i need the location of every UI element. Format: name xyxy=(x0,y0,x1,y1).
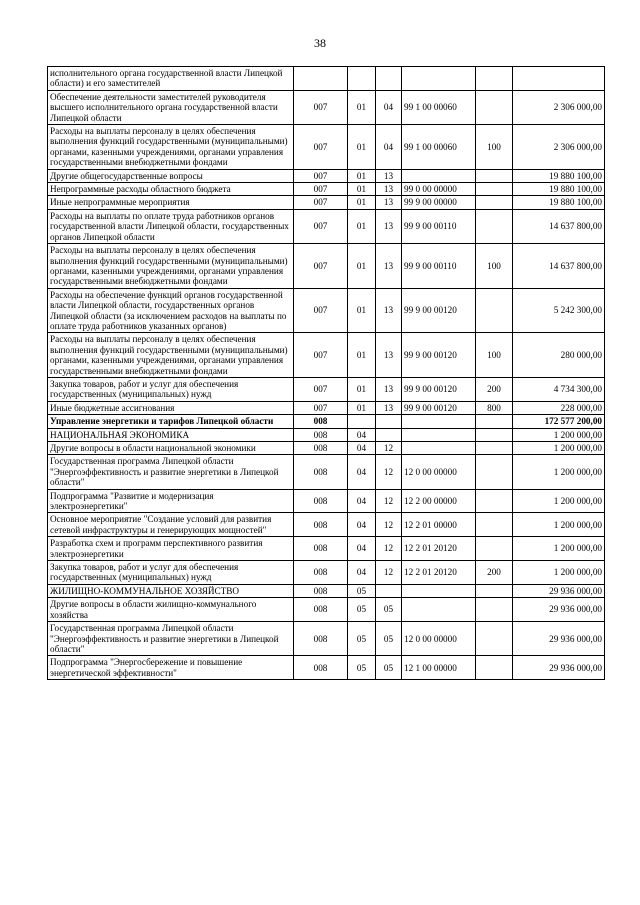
target-article-cell: 99 9 00 00120 xyxy=(402,401,476,414)
target-article-cell: 99 1 00 00060 xyxy=(402,90,476,124)
amount-cell: 1 200 000,00 xyxy=(513,428,605,441)
table-row xyxy=(48,656,605,680)
subsection-code-cell: 12 xyxy=(376,455,402,489)
amount-cell: 1 200 000,00 xyxy=(513,561,605,585)
section-code-cell: 01 xyxy=(348,377,376,401)
amount-cell: 29 936 000,00 xyxy=(513,584,605,597)
section-code-cell xyxy=(348,415,376,428)
target-article-cell: 99 0 00 00000 xyxy=(402,183,476,196)
item-name-cell: исполнительного органа государственной власти Липецкой области) и его заместителей xyxy=(48,67,294,91)
amount-cell: 1 200 000,00 xyxy=(513,537,605,561)
budget-table xyxy=(47,66,605,680)
table-row xyxy=(48,67,605,91)
item-name-cell: Другие вопросы в области национальной экономики xyxy=(48,442,294,455)
expense-type-cell xyxy=(476,455,513,489)
section-code-cell: 01 xyxy=(348,401,376,414)
target-article-cell xyxy=(402,67,476,91)
item-name-cell: Управление энергетики и тарифов Липецкой области xyxy=(48,415,294,428)
target-article-cell: 12 2 01 20120 xyxy=(402,561,476,585)
target-article-cell xyxy=(402,415,476,428)
ministry-code-cell: 007 xyxy=(294,169,348,182)
item-name-cell: Расходы на выплаты персоналу в целях обеспечения выполнения функций государственными (муниципальными) органами, казенными учреждениями, органами управления государственными внебюджетными фондами xyxy=(48,125,294,170)
amount-cell: 172 577 200,00 xyxy=(513,415,605,428)
item-name-cell: Непрограммные расходы областного бюджета xyxy=(48,183,294,196)
expense-type-cell xyxy=(476,513,513,537)
section-code-cell: 01 xyxy=(348,196,376,209)
table-row xyxy=(48,377,605,401)
item-name-cell: Государственная программа Липецкой области "Энергоэффективность и развитие энергетики в Липецкой области" xyxy=(48,622,294,656)
ministry-code-cell: 008 xyxy=(294,455,348,489)
ministry-code-cell xyxy=(294,67,348,91)
table-row xyxy=(48,561,605,585)
section-code-cell: 04 xyxy=(348,537,376,561)
item-name-cell: Расходы на обеспечение функций органов государственной власти Липецкой области, государственных органов Липецкой области (за исключением расходов на выплаты по оплате труда работников указанных органов) xyxy=(48,288,294,333)
amount-cell xyxy=(513,67,605,91)
ministry-code-cell: 007 xyxy=(294,377,348,401)
amount-cell: 1 200 000,00 xyxy=(513,442,605,455)
expense-type-cell: 200 xyxy=(476,561,513,585)
section-code-cell: 05 xyxy=(348,622,376,656)
item-name-cell: Иные бюджетные ассигнования xyxy=(48,401,294,414)
amount-cell: 280 000,00 xyxy=(513,333,605,378)
expense-type-cell: 100 xyxy=(476,333,513,378)
section-code-cell: 01 xyxy=(348,209,376,243)
expense-type-cell xyxy=(476,415,513,428)
target-article-cell xyxy=(402,169,476,182)
table-row xyxy=(48,537,605,561)
expense-type-cell xyxy=(476,428,513,441)
target-article-cell: 99 9 00 00120 xyxy=(402,377,476,401)
table-row xyxy=(48,401,605,414)
subsection-code-cell: 13 xyxy=(376,377,402,401)
subsection-code-cell: 04 xyxy=(376,90,402,124)
amount-cell: 14 637 800,00 xyxy=(513,244,605,289)
subsection-code-cell: 12 xyxy=(376,489,402,513)
ministry-code-cell: 007 xyxy=(294,333,348,378)
expense-type-cell xyxy=(476,169,513,182)
subsection-code-cell: 13 xyxy=(376,169,402,182)
ministry-code-cell: 007 xyxy=(294,401,348,414)
amount-cell: 2 306 000,00 xyxy=(513,90,605,124)
target-article-cell xyxy=(402,442,476,455)
item-name-cell: Расходы на выплаты персоналу в целях обеспечения выполнения функций государственными (муниципальными) органами, казенными учреждениями, органами управления государственными внебюджетными фондами xyxy=(48,244,294,289)
target-article-cell: 99 9 00 00120 xyxy=(402,333,476,378)
item-name-cell: Обеспечение деятельности заместителей руководителя высшего исполнительного органа государственной власти Липецкой области xyxy=(48,90,294,124)
section-code-cell: 05 xyxy=(348,656,376,680)
amount-cell: 1 200 000,00 xyxy=(513,489,605,513)
expense-type-cell xyxy=(476,489,513,513)
item-name-cell: Подпрограмма "Развитие и модернизация электроэнергетики" xyxy=(48,489,294,513)
subsection-code-cell: 13 xyxy=(376,244,402,289)
ministry-code-cell: 007 xyxy=(294,183,348,196)
item-name-cell: Расходы на выплаты по оплате труда работников органов государственной власти Липецкой области, государственных органов Липецкой области xyxy=(48,209,294,243)
ministry-code-cell: 008 xyxy=(294,584,348,597)
target-article-cell: 12 2 01 00000 xyxy=(402,513,476,537)
table-row xyxy=(48,125,605,170)
table-row xyxy=(48,196,605,209)
amount-cell: 19 880 100,00 xyxy=(513,183,605,196)
subsection-code-cell: 13 xyxy=(376,333,402,378)
expense-type-cell xyxy=(476,209,513,243)
item-name-cell: Закупка товаров, работ и услуг для обеспечения государственных (муниципальных) нужд xyxy=(48,377,294,401)
section-code-cell: 01 xyxy=(348,288,376,333)
amount-cell: 5 242 300,00 xyxy=(513,288,605,333)
budget-table-body xyxy=(48,67,605,680)
subsection-code-cell: 05 xyxy=(376,622,402,656)
amount-cell: 14 637 800,00 xyxy=(513,209,605,243)
item-name-cell: Другие общегосударственные вопросы xyxy=(48,169,294,182)
item-name-cell: Иные непрограммные мероприятия xyxy=(48,196,294,209)
item-name-cell: Основное мероприятие "Создание условий для развития сетевой инфраструктуры и генерирующих мощностей" xyxy=(48,513,294,537)
amount-cell: 19 880 100,00 xyxy=(513,196,605,209)
amount-cell: 2 306 000,00 xyxy=(513,125,605,170)
section-code-cell: 04 xyxy=(348,455,376,489)
table-row xyxy=(48,513,605,537)
amount-cell: 29 936 000,00 xyxy=(513,622,605,656)
expense-type-cell xyxy=(476,90,513,124)
subsection-code-cell xyxy=(376,67,402,91)
item-name-cell: Расходы на выплаты персоналу в целях обеспечения выполнения функций государственными (муниципальными) органами, казенными учреждениями, органами управления государственными внебюджетными фондами xyxy=(48,333,294,378)
expense-type-cell xyxy=(476,622,513,656)
ministry-code-cell: 007 xyxy=(294,196,348,209)
ministry-code-cell: 008 xyxy=(294,622,348,656)
ministry-code-cell: 008 xyxy=(294,415,348,428)
ministry-code-cell: 008 xyxy=(294,513,348,537)
table-row xyxy=(48,489,605,513)
expense-type-cell xyxy=(476,584,513,597)
amount-cell: 1 200 000,00 xyxy=(513,513,605,537)
section-code-cell: 01 xyxy=(348,125,376,170)
amount-cell: 29 936 000,00 xyxy=(513,598,605,622)
expense-type-cell: 100 xyxy=(476,244,513,289)
item-name-cell: НАЦИОНАЛЬНАЯ ЭКОНОМИКА xyxy=(48,428,294,441)
subsection-code-cell: 04 xyxy=(376,125,402,170)
section-code-cell xyxy=(348,67,376,91)
table-row xyxy=(48,442,605,455)
target-article-cell: 99 9 00 00110 xyxy=(402,244,476,289)
expense-type-cell xyxy=(476,442,513,455)
ministry-code-cell: 008 xyxy=(294,561,348,585)
section-code-cell: 01 xyxy=(348,244,376,289)
subsection-code-cell: 12 xyxy=(376,513,402,537)
item-name-cell: Разработка схем и программ перспективного развития электроэнергетики xyxy=(48,537,294,561)
subsection-code-cell: 12 xyxy=(376,537,402,561)
ministry-code-cell: 008 xyxy=(294,489,348,513)
subsection-code-cell xyxy=(376,415,402,428)
item-name-cell: Государственная программа Липецкой области "Энергоэффективность и развитие энергетики в Липецкой области" xyxy=(48,455,294,489)
target-article-cell: 12 0 00 00000 xyxy=(402,622,476,656)
amount-cell: 29 936 000,00 xyxy=(513,656,605,680)
table-row xyxy=(48,598,605,622)
target-article-cell xyxy=(402,584,476,597)
ministry-code-cell: 007 xyxy=(294,90,348,124)
ministry-code-cell: 008 xyxy=(294,598,348,622)
subsection-code-cell: 13 xyxy=(376,209,402,243)
target-article-cell: 99 9 00 00110 xyxy=(402,209,476,243)
table-row xyxy=(48,622,605,656)
expense-type-cell xyxy=(476,183,513,196)
page-number: 38 xyxy=(314,36,326,50)
subsection-code-cell xyxy=(376,428,402,441)
ministry-code-cell: 007 xyxy=(294,125,348,170)
expense-type-cell xyxy=(476,288,513,333)
table-row xyxy=(48,333,605,378)
table-row xyxy=(48,244,605,289)
item-name-cell: Закупка товаров, работ и услуг для обеспечения государственных (муниципальных) нужд xyxy=(48,561,294,585)
ministry-code-cell: 008 xyxy=(294,428,348,441)
target-article-cell: 12 1 00 00000 xyxy=(402,656,476,680)
amount-cell: 4 734 300,00 xyxy=(513,377,605,401)
table-row xyxy=(48,90,605,124)
expense-type-cell: 100 xyxy=(476,125,513,170)
section-code-cell: 04 xyxy=(348,513,376,537)
expense-type-cell xyxy=(476,67,513,91)
section-code-cell: 05 xyxy=(348,598,376,622)
amount-cell: 228 000,00 xyxy=(513,401,605,414)
target-article-cell: 99 9 00 00120 xyxy=(402,288,476,333)
section-code-cell: 01 xyxy=(348,333,376,378)
section-code-cell: 04 xyxy=(348,561,376,585)
section-code-cell: 04 xyxy=(348,489,376,513)
expense-type-cell: 800 xyxy=(476,401,513,414)
ministry-code-cell: 008 xyxy=(294,537,348,561)
section-code-cell: 01 xyxy=(348,90,376,124)
expense-type-cell xyxy=(476,196,513,209)
item-name-cell: Другие вопросы в области жилищно-коммунального хозяйства xyxy=(48,598,294,622)
ministry-code-cell: 007 xyxy=(294,209,348,243)
section-code-cell: 01 xyxy=(348,169,376,182)
ministry-code-cell: 007 xyxy=(294,244,348,289)
subsection-code-cell: 13 xyxy=(376,288,402,333)
table-row xyxy=(48,455,605,489)
target-article-cell: 12 0 00 00000 xyxy=(402,455,476,489)
table-row xyxy=(48,183,605,196)
table-row xyxy=(48,428,605,441)
subsection-code-cell: 05 xyxy=(376,598,402,622)
table-row xyxy=(48,288,605,333)
expense-type-cell xyxy=(476,537,513,561)
table-row xyxy=(48,169,605,182)
section-code-cell: 04 xyxy=(348,442,376,455)
subsection-code-cell: 13 xyxy=(376,401,402,414)
item-name-cell: Подпрограмма "Энергосбережение и повышение энергетической эффективности" xyxy=(48,656,294,680)
target-article-cell xyxy=(402,428,476,441)
expense-type-cell xyxy=(476,656,513,680)
item-name-cell: ЖИЛИЩНО-КОММУНАЛЬНОЕ ХОЗЯЙСТВО xyxy=(48,584,294,597)
subsection-code-cell: 13 xyxy=(376,196,402,209)
target-article-cell: 12 2 01 20120 xyxy=(402,537,476,561)
target-article-cell: 99 1 00 00060 xyxy=(402,125,476,170)
ministry-code-cell: 007 xyxy=(294,288,348,333)
subsection-code-cell: 12 xyxy=(376,442,402,455)
subsection-code-cell: 05 xyxy=(376,656,402,680)
target-article-cell xyxy=(402,598,476,622)
amount-cell: 1 200 000,00 xyxy=(513,455,605,489)
table-row xyxy=(48,209,605,243)
section-code-cell: 04 xyxy=(348,428,376,441)
subsection-code-cell: 13 xyxy=(376,183,402,196)
amount-cell: 19 880 100,00 xyxy=(513,169,605,182)
expense-type-cell: 200 xyxy=(476,377,513,401)
section-code-cell: 01 xyxy=(348,183,376,196)
expense-type-cell xyxy=(476,598,513,622)
table-row xyxy=(48,584,605,597)
ministry-code-cell: 008 xyxy=(294,442,348,455)
target-article-cell: 12 2 00 00000 xyxy=(402,489,476,513)
target-article-cell: 99 9 00 00000 xyxy=(402,196,476,209)
subsection-code-cell xyxy=(376,584,402,597)
section-code-cell: 05 xyxy=(348,584,376,597)
ministry-code-cell: 008 xyxy=(294,656,348,680)
table-row xyxy=(48,415,605,428)
subsection-code-cell: 12 xyxy=(376,561,402,585)
